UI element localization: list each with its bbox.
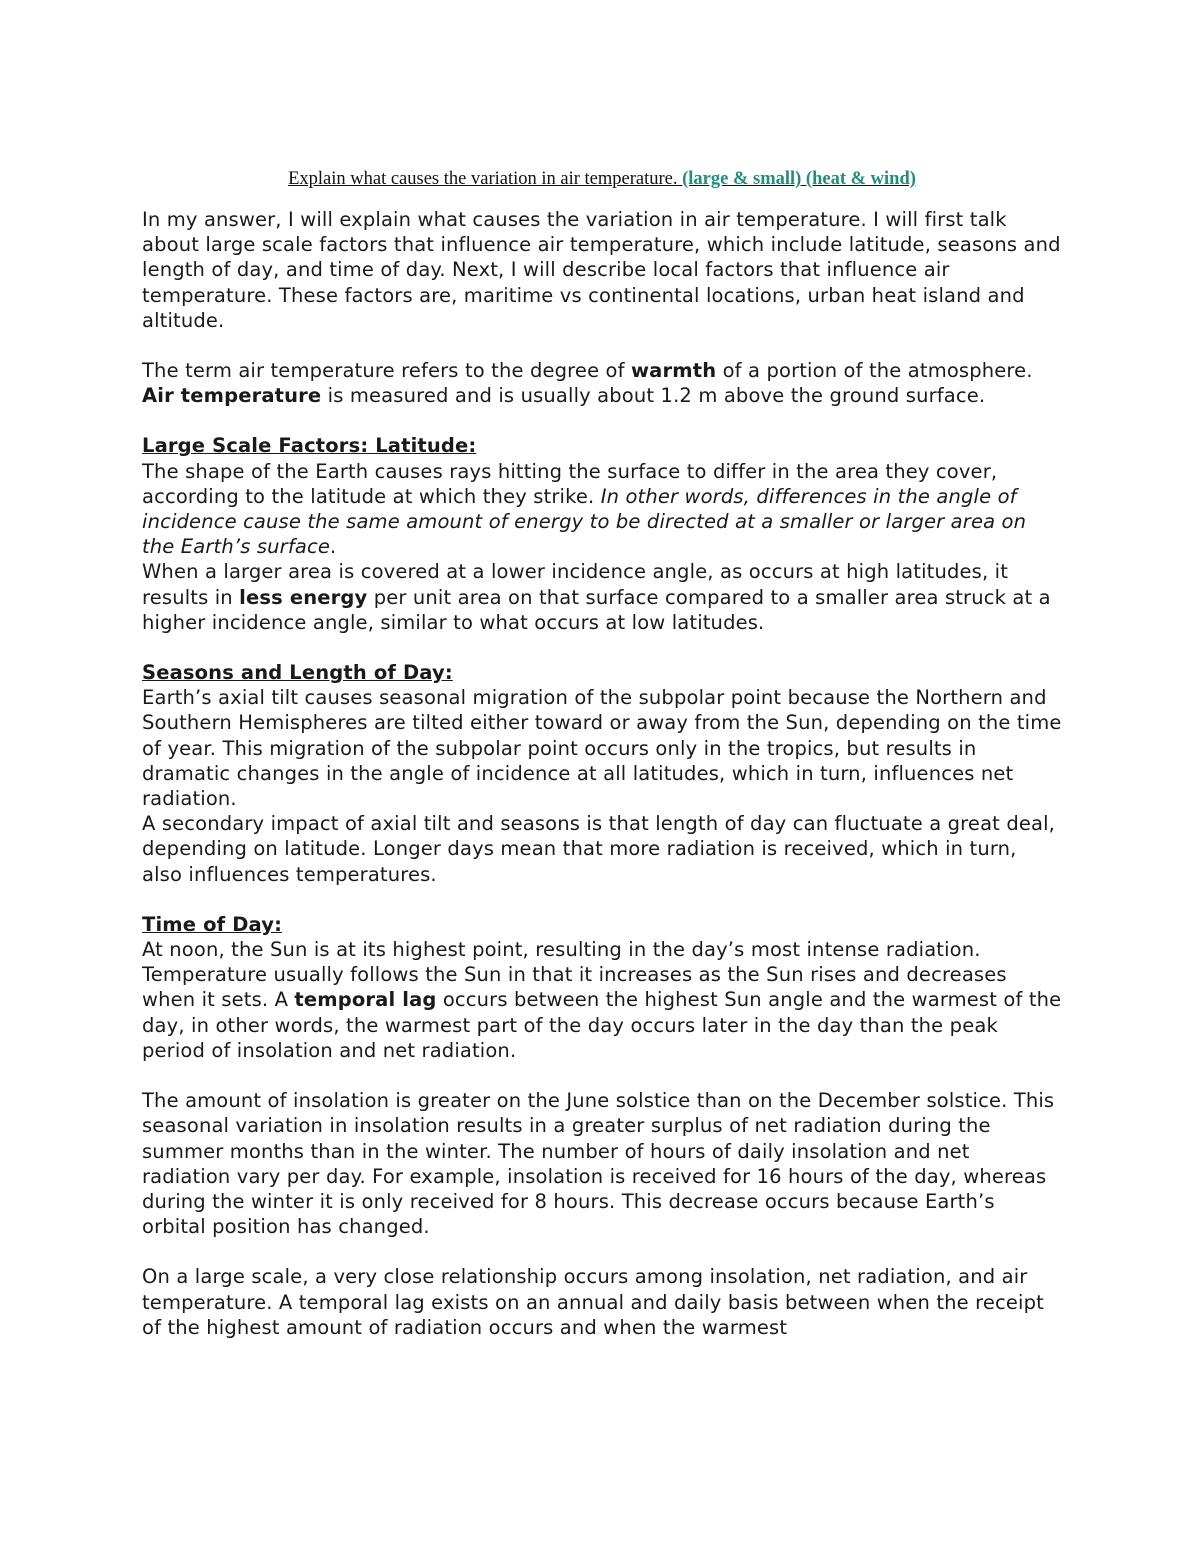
time-of-day-paragraph: At noon, the Sun is at its highest point, resulting in the day’s most intense radiation. Temperature usually follows the Sun in that it increases as the Sun rises and decreases when it sets. A temporal lag occurs between the highest Sun angle and the warmest of the day, in other words, the warmest part of the day occurs later in the day than the peak period of insolation and net radiation. (142, 938, 1062, 1062)
title-tag-heat-wind: (heat & wind) (805, 169, 916, 189)
term-warmth: warmth (631, 359, 717, 383)
heading-seasons: Seasons and Length of Day: (142, 661, 453, 685)
intro-paragraph: In my answer, I will explain what causes the variation in air temperature. I will first talk about large scale factors that influence air temperature, which include latitude, seasons and length of day, and time of day. Next, I will describe local factors that influence air temperature. These factors are, maritime vs continental locations, urban heat island and altitude. (142, 208, 1061, 332)
seasons-paragraph-2: A secondary impact of axial tilt and seasons is that length of day can fluctuate a great deal, depending on latitude. Longer days mean that more radiation is received, which in turn, also influences temperatures. (142, 812, 1056, 886)
document-title (142, 165, 1062, 193)
document-body (142, 207, 1062, 1340)
document-page (142, 165, 1062, 1340)
term-temporal-lag: temporal lag (294, 988, 437, 1012)
latitude-paragraph-2: When a larger area is covered at a lower incidence angle, as occurs at high latitudes, it results in less energy per unit area on that surface compared to a smaller area struck at a higher incidence angle, similar to what occurs at low latitudes. (142, 560, 1051, 634)
latitude-italic-note: In other words, differences in the angle of incidence cause the same amount of energy to be directed at a smaller or larger area on the Earth’s surface (142, 484, 1027, 559)
title-tag-large-small: (large & small) (682, 169, 802, 189)
term-air-temperature: Air temperature (142, 384, 322, 408)
insolation-paragraph: The amount of insolation is greater on the June solstice than on the December solstice. This seasonal variation in insolation results in a greater surplus of net radiation during the summer months than in the winter. The number of hours of daily insolation and net radiation vary per day. For example, insolation is received for 16 hours of the day, whereas during the winter it is only received for 8 hours. This decrease occurs because Earth’s orbital position has changed. (142, 1089, 1055, 1239)
latitude-paragraph-1: The shape of the Earth causes rays hitting the surface to differ in the area they cover, according to the latitude at which they strike. In other words, differences in the angle of incidence cause the same amount of energy to be directed at a smaller or larger area on the Earth’s surface. (142, 459, 1027, 559)
seasons-paragraph-1: Earth’s axial tilt causes seasonal migration of the subpolar point because the Northern and Southern Hemispheres are tilted either toward or away from the Sun, depending on the time of year. This migration of the subpolar point occurs only in the tropics, but results in dramatic changes in the angle of incidence at all latitudes, which in turn, influences net radiation. (142, 686, 1062, 811)
title-question: Explain what causes the variation in air temperature. (288, 169, 678, 189)
heading-latitude: Large Scale Factors: Latitude: (142, 434, 477, 458)
definition-paragraph: The term air temperature refers to the degree of warmth of a portion of the atmosphere. Air temperature is measured and is usually about 1.2 m above the ground surface. (142, 359, 1033, 408)
heading-time-of-day: Time of Day: (142, 912, 283, 936)
term-less-energy: less energy (239, 585, 368, 609)
closing-paragraph: On a large scale, a very close relationship occurs among insolation, net radiation, and air temperature. A temporal lag exists on an annual and daily basis between when the receipt of the highest amount of radiation occurs and when the warmest (142, 1265, 1044, 1339)
